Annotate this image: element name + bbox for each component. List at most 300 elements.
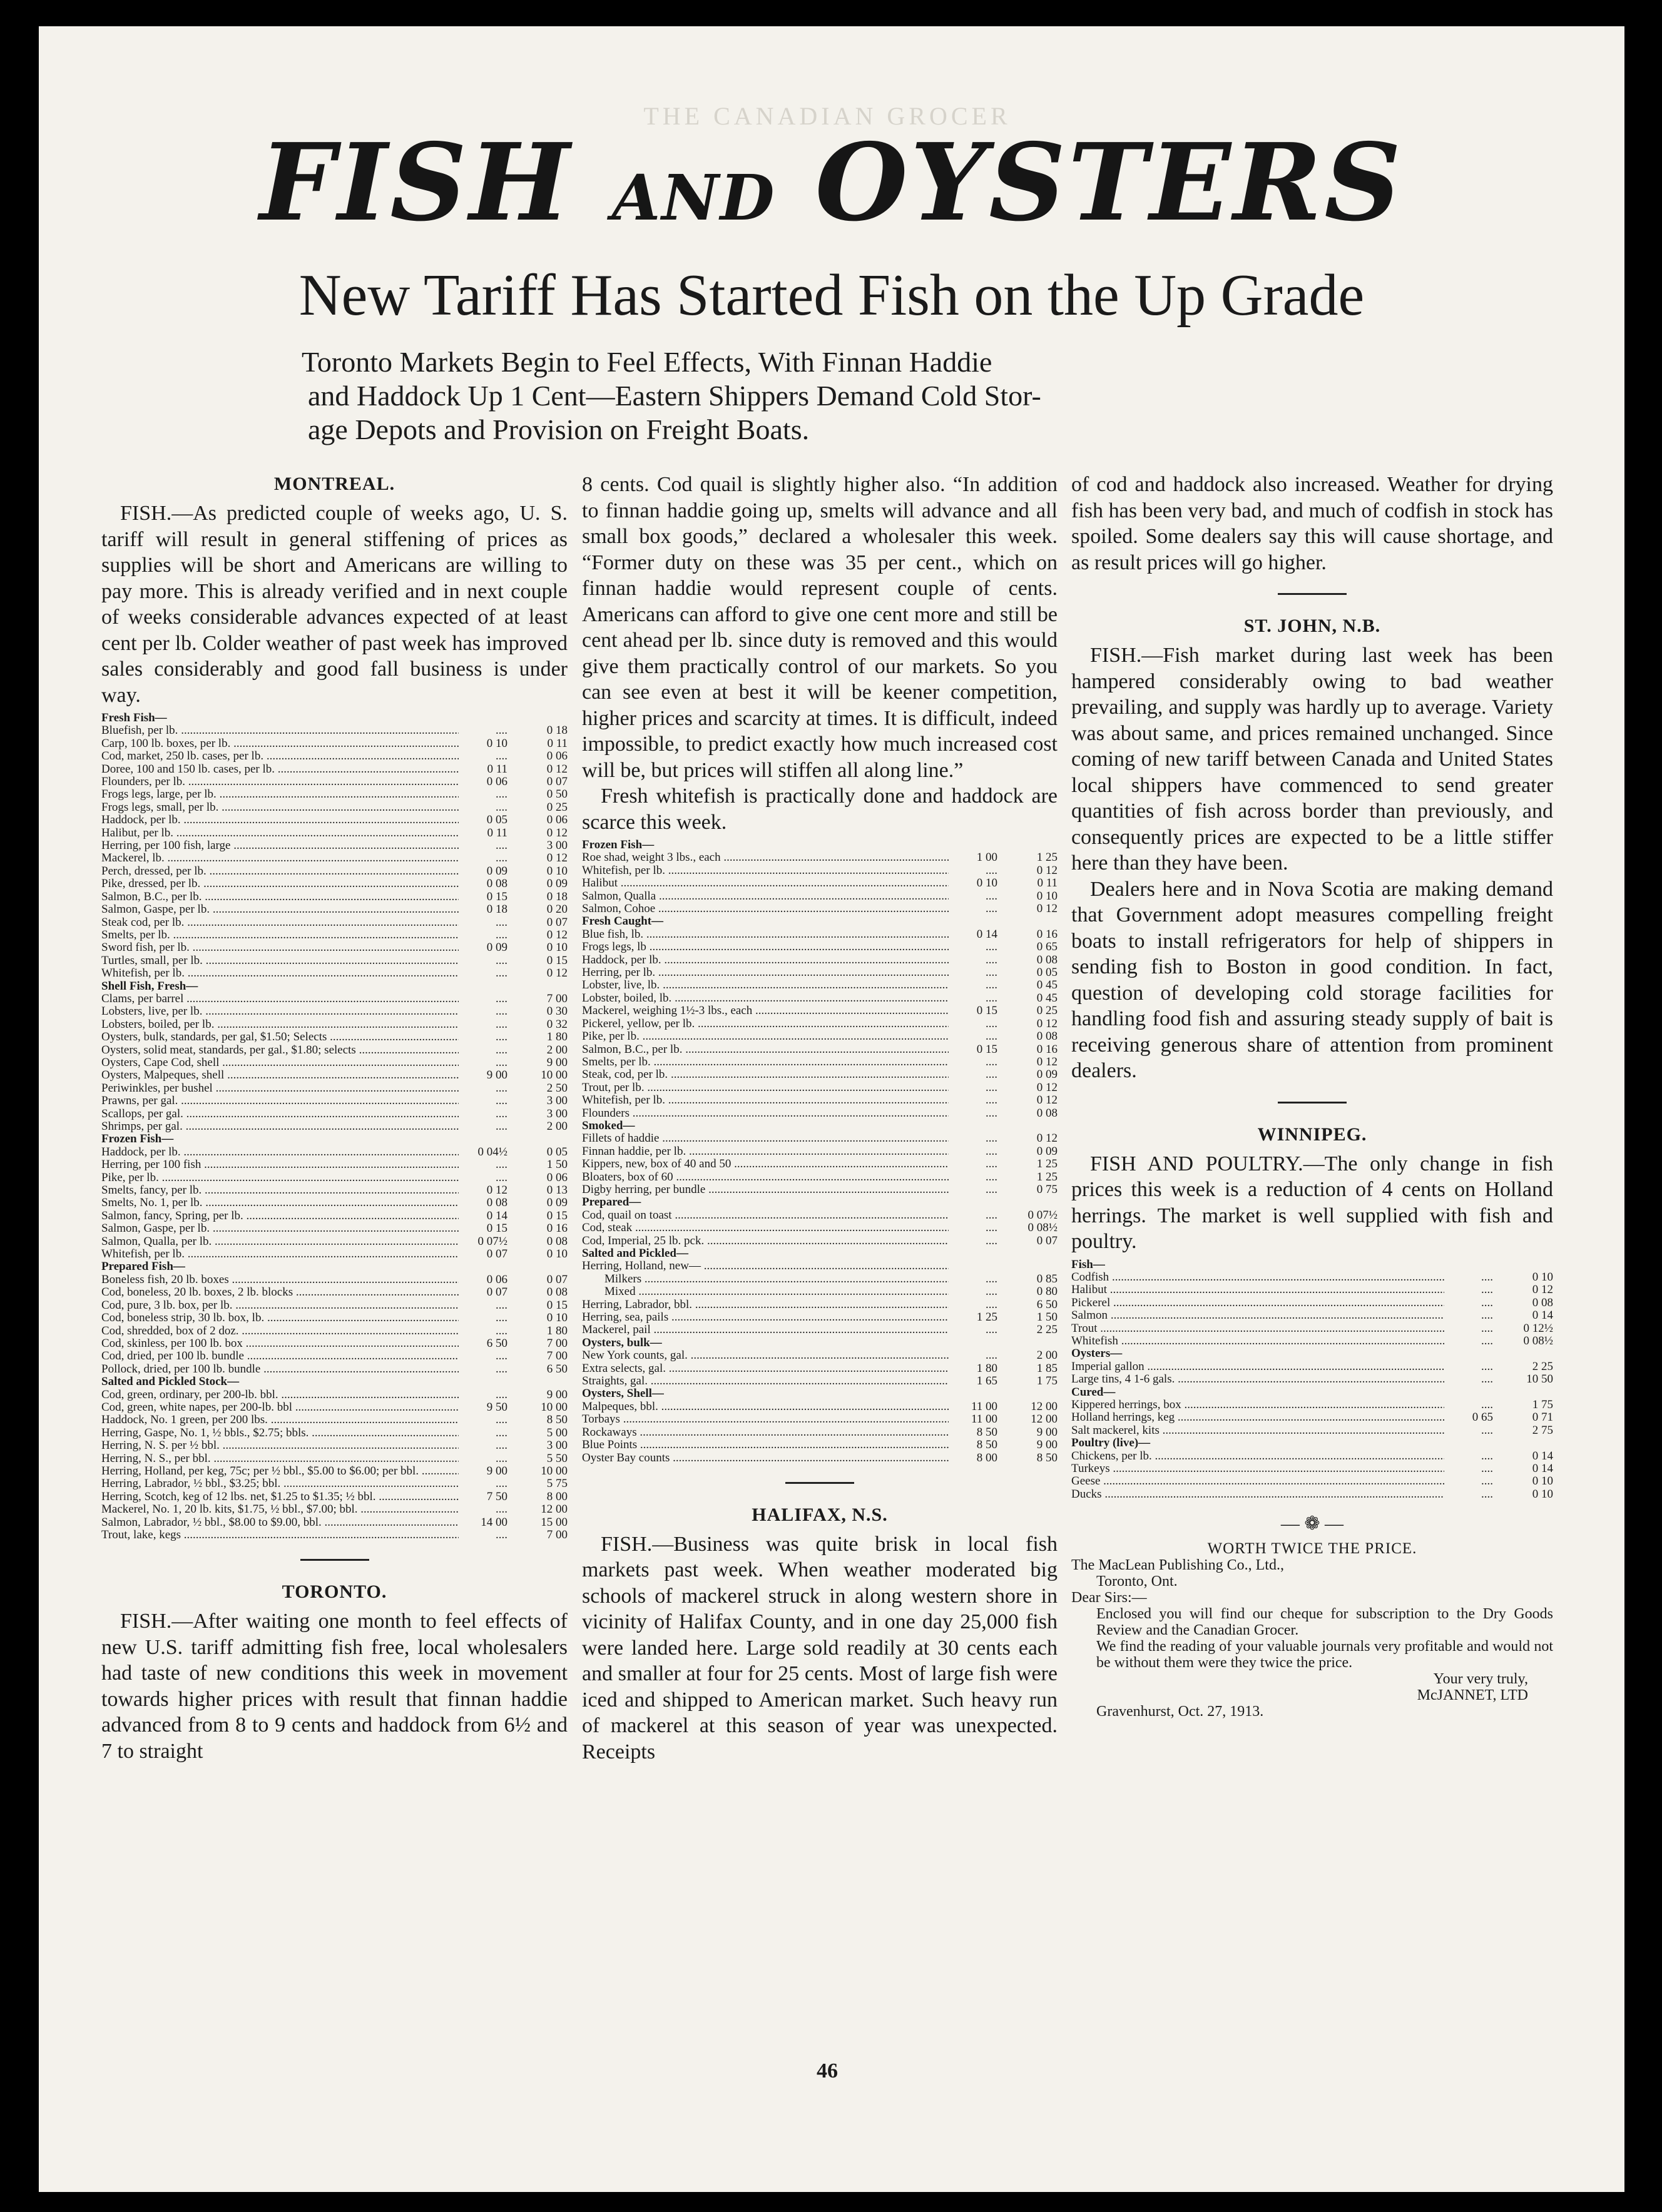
price-low: .... [986, 940, 997, 954]
price-item: Frogs legs, lb ..... [582, 941, 949, 953]
price-row [582, 1018, 1058, 1030]
price-high: 2 75 [1532, 1423, 1553, 1437]
price-category: Salted and Pickled Stock— [101, 1375, 240, 1389]
price-item: Steak, cod, per lb. ..... [582, 1068, 949, 1081]
price-row [101, 967, 568, 980]
price-row [582, 1209, 1058, 1222]
price-item: Herring, Labrador, bbl. ..... [582, 1299, 949, 1311]
winnipeg-heading: WINNIPEG. [1257, 1124, 1367, 1145]
price-row [101, 1453, 568, 1465]
price-row [101, 1031, 568, 1043]
price-high: 0 32 [546, 1017, 568, 1031]
price-row [101, 1337, 568, 1350]
price-low: .... [986, 1093, 997, 1107]
price-high: 0 07 [546, 775, 568, 789]
price-row [101, 1146, 568, 1159]
price-high: 0 45 [1036, 978, 1058, 992]
page-title [39, 120, 1624, 260]
price-row [101, 738, 568, 750]
price-low: 0 11 [487, 762, 507, 776]
price-item: Pike, dressed, per lb. ..... [101, 878, 459, 890]
price-low: .... [496, 1324, 507, 1337]
column-3 [1071, 472, 1553, 2161]
toronto-text: FISH.—After waiting one month to feel effects of new U.S. tariff admitting fish free, local wholesalers had taste of new conditions this week in movement towards higher prices with result that finnan haddie advanced from 8 to 9 cents and haddock from 6½ and 7 to straight [101, 1610, 568, 1763]
price-item: Smelts, per lb. ..... [101, 929, 459, 941]
price-high: 0 65 [1036, 940, 1058, 954]
price-row [1071, 1271, 1553, 1284]
price-high: 0 12 [546, 966, 568, 980]
price-low: .... [496, 724, 507, 738]
price-row [582, 1311, 1058, 1324]
price-category: Salted and Pickled— [582, 1247, 688, 1260]
price-item: Haddock, per lb. ..... [582, 954, 949, 966]
price-row [101, 801, 568, 814]
price-low: 0 11 [487, 826, 507, 840]
price-item: Frogs legs, small, per lb. ..... [101, 801, 459, 814]
price-row [582, 1005, 1058, 1017]
price-low: .... [986, 1017, 997, 1030]
price-item: Haddock, No. 1 green, per 200 lbs. ..... [101, 1414, 459, 1426]
price-high: 1 50 [1036, 1311, 1058, 1324]
price-row [582, 1030, 1058, 1043]
price-row [582, 928, 1058, 941]
price-row [101, 993, 568, 1005]
price-row [582, 1362, 1058, 1375]
price-high: 2 25 [1532, 1359, 1553, 1373]
price-low: 7 50 [486, 1489, 507, 1503]
price-item: Salmon, B.C., per lb. ..... [582, 1043, 949, 1056]
price-high: 1 80 [546, 1030, 568, 1044]
price-high: 2 50 [546, 1081, 568, 1095]
price-item: Herring, Gaspe, No. 1, ½ bbls., $2.75; bbls. ..... [101, 1427, 459, 1439]
price-row [101, 1299, 568, 1312]
price-row [582, 1401, 1058, 1413]
price-high: 0 15 [546, 953, 568, 967]
price-high: 0 10 [546, 1311, 568, 1325]
winnipeg-price-table [1071, 1259, 1553, 1501]
price-low: 0 08 [486, 877, 507, 891]
letter-line-1: The MacLean Publishing Co., Ltd., [1071, 1557, 1284, 1574]
price-row [582, 1413, 1058, 1426]
price-low: .... [1481, 1309, 1493, 1322]
price-item: Pollock, dried, per 100 lb. bundle ..... [101, 1363, 459, 1376]
price-row [101, 1082, 568, 1095]
price-low: 0 09 [486, 864, 507, 878]
price-item: Salmon, Gaspe, per lb. ..... [101, 1222, 459, 1235]
price-high: 1 50 [546, 1158, 568, 1172]
price-row [101, 1057, 568, 1069]
price-low: 0 10 [976, 876, 997, 890]
price-low: .... [986, 1106, 997, 1120]
price-high: 0 09 [546, 877, 568, 891]
price-high: 0 12 [1036, 863, 1058, 877]
price-item: Large tins, 4 1-6 gals. ..... [1071, 1373, 1444, 1386]
price-item: Herring, per 100 fish ..... [101, 1159, 459, 1171]
price-high: 10 00 [541, 1400, 568, 1414]
price-low: .... [496, 1107, 507, 1120]
price-low: .... [496, 788, 507, 801]
price-row [582, 954, 1058, 966]
price-high: 0 13 [546, 1184, 568, 1197]
deck-line-2: and Haddock Up 1 Cent—Eastern Shippers Demand Cold Stor- [308, 380, 1041, 412]
price-row [582, 1286, 1058, 1298]
price-row [101, 1005, 568, 1018]
price-high: 0 11 [1037, 876, 1058, 890]
price-row [582, 1107, 1058, 1120]
price-high: 0 08½ [1523, 1334, 1553, 1347]
price-item: Halibut ..... [1071, 1284, 1444, 1296]
price-high: 12 00 [541, 1503, 568, 1516]
winnipeg-text: FISH AND POULTRY.—The only change in fish prices this week is a reduction of 4 cents on Holland herrings. The market is well supplied with fish and poultry. [1071, 1152, 1553, 1253]
price-category: Fish— [1071, 1257, 1105, 1271]
price-item: Oysters, Cape Cod, shell ..... [101, 1057, 459, 1069]
price-item: Herring, N. S., per bbl. ..... [101, 1453, 459, 1465]
price-low: 0 10 [486, 736, 507, 750]
price-high: 1 25 [1036, 1157, 1058, 1171]
price-item: Oysters, Malpeques, shell ..... [101, 1069, 459, 1082]
price-low: .... [1481, 1487, 1493, 1501]
price-row [582, 979, 1058, 992]
price-item: Cod, skinless, per 100 lb. box ..... [101, 1337, 459, 1350]
price-low: .... [986, 1144, 997, 1158]
price-row [1071, 1361, 1553, 1373]
st-john-text: FISH.—Fish market during last week has been hampered considerably owing to bad weather prevailing, and supply was hardly up to average. Variety was about same, and prices remained unchanged. Since coming of new tariff between Canada and United States local shippers have commenced to send greater quantities of fish across border than previously, and consequently prices are expected to be a little stiffer here than they have been. [1071, 644, 1553, 875]
price-row [101, 1491, 568, 1503]
price-item: Bluefish, per lb. ..... [101, 724, 459, 737]
price-low: .... [1481, 1372, 1493, 1386]
price-low: .... [986, 1272, 997, 1286]
price-item: Scallops, per gal. ..... [101, 1108, 459, 1120]
price-low: .... [986, 1349, 997, 1362]
price-low: .... [496, 1043, 507, 1057]
price-item: Cod, quail on toast ..... [582, 1209, 949, 1222]
price-item: Herring, Holland, new— ..... [582, 1260, 949, 1272]
price-row [582, 1222, 1058, 1234]
st-john-text-2: Dealers here and in Nova Scotia are making demand that Government adopt measures compelling freight boats to install refrigerators for help of shippers in sending fish to Boston in good condition. In fact, question of developing cold storage facilities for handling food fish and assuring steady supply of bait is receiving generous share of attention from prominent dealers. [1071, 877, 1553, 1082]
price-high: 0 18 [546, 724, 568, 738]
price-item: Periwinkles, per bushel ..... [101, 1082, 459, 1095]
price-high: 0 06 [546, 1170, 568, 1184]
price-item: Blue Points ..... [582, 1439, 949, 1451]
price-low: .... [496, 1094, 507, 1108]
price-item: Lobster, boiled, lb. ..... [582, 992, 949, 1005]
price-row [101, 1172, 568, 1184]
price-low: .... [1481, 1334, 1493, 1347]
price-high: 5 50 [546, 1451, 568, 1465]
price-low: 0 65 [1472, 1411, 1493, 1424]
price-low: 0 15 [976, 1042, 997, 1056]
price-item: Salmon, B.C., per lb. ..... [101, 891, 459, 903]
price-row [582, 1273, 1058, 1286]
toronto-text-cont: 8 cents. Cod quail is slightly higher also. “In addition to finnan haddie going up, smelts will advance and all small box goods,” declared a wholesaler this week. “Former duty on these was 35 per cent., which on finnan haddie would represent couple of cents. Americans can afford to give one cent more and still be cent ahead per lb. since duty is removed and this would give them practically control of our markets. So you can see even at best it will be keener competition, higher prices and scarcity at times. It is difficult, indeed impossible, to predict exactly how much increased cost will be, but prices will stiffen all along line.” [582, 473, 1058, 782]
price-row [582, 941, 1058, 953]
price-low: .... [496, 1158, 507, 1172]
price-high: 1 25 [1036, 1170, 1058, 1184]
price-high: 0 08 [1036, 1030, 1058, 1043]
price-high: 0 08 [1036, 953, 1058, 966]
price-item: Trout ..... [1071, 1322, 1444, 1335]
price-item: Frogs legs, large, per lb. ..... [101, 788, 459, 801]
price-low: 0 05 [486, 813, 507, 827]
price-item: Salmon, Qualla, per lb. ..... [101, 1235, 459, 1248]
price-row [101, 1018, 568, 1031]
price-item: Lobster, live, lb. ..... [582, 979, 949, 992]
page-number: 46 [817, 2059, 838, 2083]
price-item: Turtles, small, per lb. ..... [101, 955, 459, 967]
montreal-text: FISH.—As predicted couple of weeks ago, U. S. tariff will result in general stiffening of prices as supplies will be short and Americans are willing to pay more. This is already verified and in next couple of weeks considerable advances expected of at least cent per lb. Colder weather of past week has improved sales considerably and good fall business is under way. [101, 502, 568, 707]
price-row [101, 750, 568, 763]
price-low: .... [496, 1170, 507, 1184]
price-row [1071, 1411, 1553, 1424]
price-high: 0 07 [1036, 1234, 1058, 1247]
price-category: Prepared— [582, 1195, 641, 1209]
price-row [101, 1044, 568, 1057]
price-item: Digby herring, per bundle ..... [582, 1184, 949, 1196]
price-low: .... [986, 902, 997, 916]
price-high: 0 10 [1036, 889, 1058, 903]
price-low: .... [986, 1297, 997, 1311]
price-item: Trout, per lb. ..... [582, 1082, 949, 1094]
price-row [101, 1286, 568, 1299]
price-high: 10 00 [541, 1068, 568, 1082]
price-category: Smoked— [582, 1119, 635, 1132]
price-low: 14 00 [481, 1515, 507, 1529]
price-item: Salmon ..... [1071, 1309, 1444, 1322]
price-high: 0 07 [546, 915, 568, 929]
price-high: 0 10 [1532, 1270, 1553, 1284]
price-high: 6 50 [1036, 1297, 1058, 1311]
price-row [1071, 1309, 1553, 1322]
price-row [582, 851, 1058, 864]
price-item: Oysters, bulk, standards, per gal, $1.50; Selects ..... [101, 1031, 459, 1043]
price-low: 0 06 [486, 775, 507, 789]
letter-line-3: Dear Sirs:— [1071, 1590, 1147, 1606]
price-low: 11 00 [971, 1399, 997, 1413]
price-low: 0 08 [486, 1196, 507, 1210]
ornament-divider-icon: — ❁ — [1280, 1513, 1344, 1535]
price-low: .... [986, 1182, 997, 1196]
price-row [101, 1312, 568, 1324]
price-row [582, 865, 1058, 877]
price-row [1071, 1284, 1553, 1296]
price-row [582, 1375, 1058, 1388]
letter-line-5: We find the reading of your valuable journals very profitable and would not be without them were they twice the price. [1096, 1638, 1553, 1672]
price-item: Cod, green, ordinary, per 200-lb. bbl. ..... [101, 1389, 459, 1401]
price-high: 0 25 [1036, 1004, 1058, 1018]
price-row [582, 1082, 1058, 1094]
price-low: 1 65 [976, 1374, 997, 1388]
price-low: 0 14 [976, 927, 997, 941]
price-row [582, 1158, 1058, 1170]
newspaper-page [39, 26, 1624, 2192]
price-low: 1 25 [976, 1311, 997, 1324]
title-word-oysters: OYSTERS [815, 120, 1404, 245]
price-row [101, 840, 568, 852]
section-divider [785, 1482, 854, 1484]
price-high: 0 12 [546, 826, 568, 840]
price-low: 1 80 [976, 1361, 997, 1375]
price-item: Torbays ..... [582, 1413, 949, 1426]
price-low: .... [986, 1208, 997, 1222]
price-high: 3 00 [546, 1107, 568, 1120]
price-item: Boneless fish, 20 lb. boxes ..... [101, 1274, 459, 1286]
column-2 [582, 472, 1058, 2098]
price-row [582, 966, 1058, 979]
halifax-text: FISH.—Business was quite brisk in local fish markets past week. When weather moderated big schools of mackerel struck in along western shore in vicinity of Halifax County, and in one day 25,000 fish were landed here. Large sold readily at 30 cents each and smaller at four for 25 cents. Most of large fish were iced and shipped to American market. Such heavy run of mackerel at this season of year was unexpected. Receipts [582, 1532, 1058, 1763]
price-high: 1 80 [546, 1324, 568, 1337]
price-row [582, 1171, 1058, 1184]
price-item: Geese ..... [1071, 1475, 1444, 1488]
title-word-fish: FISH [259, 120, 573, 245]
price-item: Herring, sea, pails ..... [582, 1311, 949, 1324]
price-high: 0 14 [1532, 1462, 1553, 1475]
section-divider [300, 1559, 369, 1561]
price-item: Whitefish, per lb. ..... [582, 865, 949, 877]
price-item: Ducks ..... [1071, 1488, 1444, 1501]
price-row [101, 1529, 568, 1541]
price-high: 0 12 [1036, 1132, 1058, 1145]
price-high: 0 12 [546, 928, 568, 941]
price-item: Kippered herrings, box ..... [1071, 1399, 1444, 1411]
price-row [582, 1235, 1058, 1247]
letter-line-4: Enclosed you will find our cheque for subscription to the Dry Goods Review and the Canadian Grocer. [1096, 1606, 1553, 1639]
price-low: .... [496, 1362, 507, 1376]
price-high: 0 50 [546, 788, 568, 801]
price-low: 0 12 [486, 1184, 507, 1197]
price-low: 0 04½ [477, 1145, 507, 1159]
price-low: .... [496, 1298, 507, 1312]
price-item: Halibut ..... [582, 877, 949, 890]
price-low: .... [496, 839, 507, 853]
price-high: 7 00 [546, 1528, 568, 1541]
price-low: 0 15 [976, 1004, 997, 1018]
price-row [582, 1349, 1058, 1362]
price-item: Holland herrings, keg ..... [1071, 1411, 1444, 1424]
price-low: 0 07 [486, 1286, 507, 1299]
price-high: 9 00 [1036, 1438, 1058, 1452]
price-low: .... [986, 889, 997, 903]
price-high: 0 11 [547, 736, 568, 750]
price-high: 1 85 [1036, 1361, 1058, 1375]
price-high: 12 00 [1031, 1399, 1058, 1413]
price-high: 6 50 [546, 1362, 568, 1376]
price-low: 8 50 [976, 1438, 997, 1452]
price-item: Salmon, fancy, Spring, per lb. ..... [101, 1210, 459, 1222]
price-low: .... [986, 1068, 997, 1082]
price-high: 2 00 [1036, 1349, 1058, 1362]
price-high: 9 00 [546, 1388, 568, 1401]
price-item: Malpeques, bbl. ..... [582, 1401, 949, 1413]
price-high: 0 12 [1036, 1055, 1058, 1068]
price-row [101, 763, 568, 776]
price-item: New York counts, gal. ..... [582, 1349, 949, 1362]
price-row [582, 1132, 1058, 1145]
price-item: Haddock, per lb. ..... [101, 1146, 459, 1159]
price-row [582, 1299, 1058, 1311]
price-low: .... [1481, 1462, 1493, 1475]
price-item: Salmon, Gaspe, per lb. ..... [101, 903, 459, 916]
price-row [582, 903, 1058, 915]
price-low: .... [496, 1005, 507, 1018]
price-item: Steak cod, per lb. ..... [101, 916, 459, 929]
price-low: 8 00 [976, 1451, 997, 1464]
price-high: 10 00 [541, 1464, 568, 1478]
price-high: 0 09 [546, 1196, 568, 1210]
price-item: Straights, gal. ..... [582, 1375, 949, 1388]
price-low: .... [1481, 1283, 1493, 1297]
price-high: 9 00 [546, 1055, 568, 1069]
price-item: Whitefish, per lb. ..... [582, 1094, 949, 1107]
price-high: 0 07½ [1027, 1208, 1058, 1222]
price-item: Bloaters, box of 60 ..... [582, 1171, 949, 1184]
price-high: 0 25 [546, 800, 568, 814]
price-item: Mackerel, No. 1, 20 lb. kits, $1.75, ½ bbl., $7.00; bbl. ..... [101, 1503, 459, 1516]
price-high: 0 12½ [1523, 1321, 1553, 1335]
price-low: .... [1481, 1474, 1493, 1488]
price-row [1071, 1424, 1553, 1437]
price-row [101, 1427, 568, 1439]
price-item: Herring, per lb. ..... [582, 966, 949, 979]
price-low: .... [496, 915, 507, 929]
price-category: Frozen Fish— [582, 838, 655, 851]
price-high: 9 00 [1036, 1425, 1058, 1439]
price-item: Doree, 100 and 150 lb. cases, per lb. ..... [101, 763, 459, 776]
price-row [101, 1210, 568, 1222]
price-row [1071, 1297, 1553, 1309]
price-item: Pickerel ..... [1071, 1297, 1444, 1309]
price-low: .... [1481, 1423, 1493, 1437]
price-item: Cod, market, 250 lb. cases, per lb. ..... [101, 750, 459, 763]
price-high: 8 00 [546, 1489, 568, 1503]
price-high: 1 75 [1036, 1374, 1058, 1388]
price-item: Whitefish, per lb. ..... [101, 1248, 459, 1261]
price-item: Herring, Holland, per keg, 75c; per ½ bbl., $5.00 to $6.00; per bbl. ..... [101, 1465, 459, 1478]
price-item: Turkeys ..... [1071, 1463, 1444, 1475]
price-low: .... [496, 749, 507, 763]
price-row [101, 1363, 568, 1376]
price-row [101, 1503, 568, 1516]
price-row [101, 1465, 568, 1478]
halifax-text-cont: of cod and haddock also increased. Weather for drying fish has been very bad, and much of codfish in stock has spoiled. Some dealers say this will cause shortage, and as result prices will go higher. [1071, 473, 1553, 574]
price-row [101, 878, 568, 890]
price-low: 1 00 [976, 851, 997, 865]
price-high: 0 08 [546, 1234, 568, 1248]
letter-signature: McJANNET, LTD [1417, 1687, 1528, 1704]
price-row [101, 788, 568, 801]
price-item: Herring, N. S. per ½ bbl. ..... [101, 1439, 459, 1452]
price-low: .... [986, 1157, 997, 1171]
price-item: Cod, Imperial, 25 lb. pck. ..... [582, 1235, 949, 1247]
price-high: 5 75 [546, 1477, 568, 1491]
price-low: 0 07½ [477, 1234, 507, 1248]
price-high: 0 08½ [1027, 1221, 1058, 1235]
price-category: Shell Fish, Fresh— [101, 979, 198, 993]
price-row [1071, 1373, 1553, 1386]
price-low: .... [496, 800, 507, 814]
price-item: Pike, per lb. ..... [101, 1172, 459, 1184]
price-row [101, 865, 568, 878]
column-1 [101, 472, 568, 2161]
price-low: 6 50 [486, 1336, 507, 1350]
price-item: Shrimps, per gal. ..... [101, 1120, 459, 1133]
price-item: Fillets of haddie ..... [582, 1132, 949, 1145]
price-row [101, 1414, 568, 1426]
price-row [101, 1274, 568, 1286]
price-item: Chickens, per lb. ..... [1071, 1450, 1444, 1463]
price-low: .... [496, 1451, 507, 1465]
price-low: 8 50 [976, 1425, 997, 1439]
testimonial-letter [1071, 1541, 1553, 1720]
